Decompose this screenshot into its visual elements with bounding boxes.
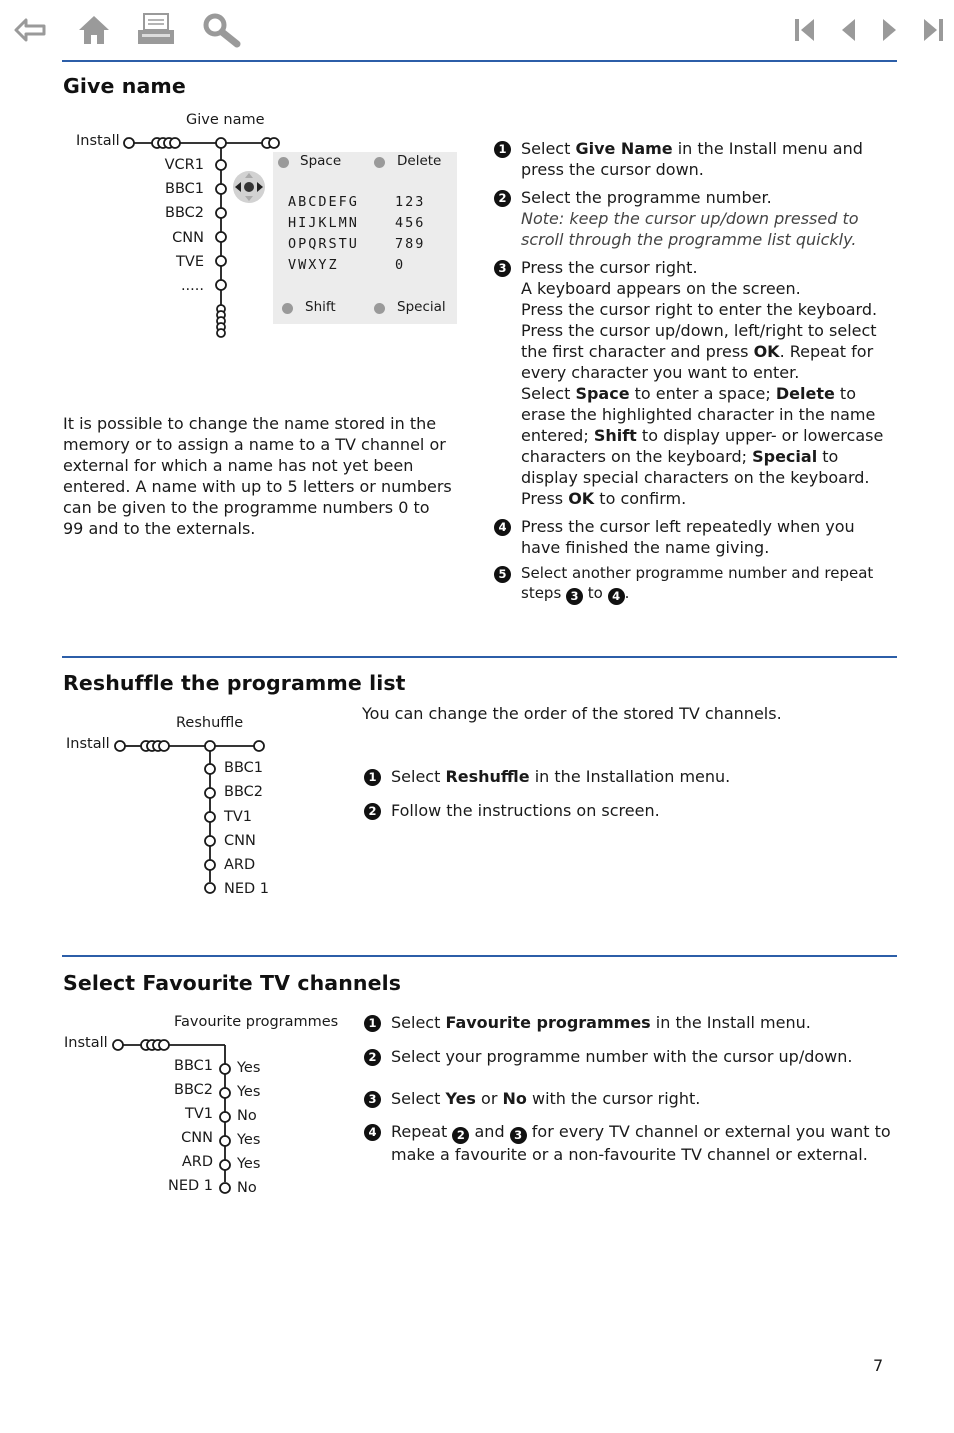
section-rule [62, 656, 897, 658]
step-text: Select [521, 384, 576, 403]
step [494, 516, 894, 558]
header-rule [62, 60, 897, 62]
favourites-title: Select Favourite TV channels [63, 971, 402, 995]
red-key-dot [278, 157, 289, 168]
step-keyword: Space [575, 384, 630, 403]
step-text: in the Installation menu. [529, 767, 731, 786]
step-keyword: OK [753, 342, 780, 361]
step-text: in the Install menu and press the cursor down. [521, 139, 863, 179]
step-text: or [475, 1089, 503, 1108]
channel-label: NED 1 [224, 881, 270, 897]
channel-label: ARD [224, 857, 256, 873]
keyboard-row [288, 257, 406, 273]
keyboard-row [288, 236, 426, 252]
channel-label: ..... [180, 278, 204, 294]
channel-label: TV1 [184, 1106, 213, 1122]
channel-label: BBC1 [165, 181, 204, 197]
step-text: to erase the highlighted character in the name entered; [521, 384, 876, 445]
install-label: Install [64, 1035, 108, 1051]
favourite-value: Yes [237, 1132, 261, 1148]
favourite-value: No [237, 1108, 257, 1124]
keyboard-shift-label: Shift [305, 299, 336, 315]
step-text: Select another programme number and repeat steps [521, 564, 874, 602]
step-text: and [469, 1122, 510, 1141]
step-reference: 3 [566, 588, 583, 605]
keyboard-row-numbers: 0 [395, 257, 406, 273]
step-text: Select [391, 767, 446, 786]
step-text: to display upper- or lowercase characters on the keyboard; [521, 426, 884, 466]
step-number: 2 [364, 1049, 381, 1066]
keyboard-row-numbers: 789 [395, 236, 426, 252]
step [364, 766, 894, 787]
channel-label: ARD [181, 1154, 213, 1170]
favourite-value: Yes [237, 1084, 261, 1100]
print-icon[interactable] [136, 10, 178, 54]
step-text: Select the programme number. [521, 188, 772, 207]
channel-label: BBC2 [174, 1082, 213, 1098]
step-keyword: Special [752, 447, 818, 466]
keyboard-row [288, 194, 426, 210]
channel-label: BBC2 [224, 784, 263, 800]
blue-key-dot [374, 303, 385, 314]
step-number: 1 [494, 141, 511, 158]
keyboard-row-letters: HIJKLMN [288, 215, 359, 231]
step-note: Note: keep the cursor up/down pressed to scroll through the programme list quickly. [521, 209, 859, 249]
favourites-steps [364, 1012, 894, 1166]
step-text: Press the cursor left repeatedly when you have finished the name giving. [521, 517, 855, 557]
step-reference: 3 [510, 1127, 527, 1144]
step-number: 5 [494, 566, 511, 583]
step [494, 138, 894, 180]
step-text: Press the cursor right to enter the keyboard. Press the cursor up/down, left/right to select the first character and press [521, 300, 878, 361]
step-text: A keyboard appears on the screen. [521, 279, 801, 298]
install-label: Install [76, 133, 120, 149]
step-keyword: OK [568, 489, 595, 508]
reshuffle-intro: You can change the order of the stored TV channels. [362, 704, 782, 723]
step-text: Select [521, 139, 576, 158]
give-name-title: Give name [63, 74, 186, 98]
channel-label: TV1 [224, 809, 253, 825]
give-name-intro: It is possible to change the name stored in the memory or to assign a name to a TV channel or external for which a name has not yet been entered. A name with up to 5 letters or numbers can be given to the programme numbers 0 to 99 and to the externals. [63, 414, 452, 538]
green-key-dot [374, 157, 385, 168]
step-keyword: Delete [775, 384, 835, 403]
step-reference: 4 [608, 588, 625, 605]
step-reference: 2 [452, 1127, 469, 1144]
keyboard-delete-label: Delete [397, 153, 442, 169]
step-number: 4 [494, 519, 511, 536]
keyboard-row-letters: ABCDEFG [288, 194, 359, 210]
step-text: to [583, 584, 608, 602]
step-keyword: Give Name [575, 139, 673, 158]
keyboard-space-label: Space [300, 153, 342, 169]
channel-label: BBC1 [224, 760, 263, 776]
reshuffle-title: Reshuffle the programme list [63, 671, 406, 695]
step [364, 1088, 894, 1109]
step-text: . [624, 584, 630, 602]
menu-label: Favourite programmes [174, 1014, 339, 1030]
step-number: 3 [494, 260, 511, 277]
on-screen-keyboard [273, 152, 457, 324]
keyboard-row-numbers: 456 [395, 215, 426, 231]
step [494, 563, 894, 605]
step-number: 3 [364, 1091, 381, 1108]
step [494, 187, 894, 250]
menu-label: Reshuffle [176, 715, 244, 731]
step-keyword: No [502, 1089, 527, 1108]
step-text: for every TV channel or external you want to make a favourite or a non-favourite TV channel or external. [391, 1122, 891, 1164]
keyboard-row-letters: VWXYZ [288, 257, 339, 273]
favourite-value: Yes [237, 1060, 261, 1076]
step-keyword: Favourite programmes [445, 1013, 651, 1032]
search-icon[interactable] [200, 10, 242, 54]
channel-label: TVE [176, 254, 204, 270]
step-text: Repeat [391, 1122, 453, 1141]
step-text: Select your programme number with the cursor up/down. [391, 1047, 853, 1066]
channel-label: VCR1 [164, 157, 204, 173]
page-number: 7 [873, 1356, 884, 1375]
reshuffle-menu-tree [100, 730, 280, 900]
step-text: to enter a space; [629, 384, 776, 403]
channel-label: BBC2 [165, 205, 204, 221]
step-number: 1 [364, 1015, 381, 1032]
cursor-key-icon [231, 169, 267, 205]
reshuffle-steps [364, 766, 894, 821]
keyboard-special-label: Special [397, 299, 446, 315]
back-arrow-icon[interactable] [12, 10, 48, 54]
give-name-steps [494, 138, 894, 605]
favourite-value: Yes [237, 1156, 261, 1172]
keyboard-row [288, 215, 426, 231]
keyboard-row-numbers: 123 [395, 194, 426, 210]
step [364, 800, 894, 821]
step [494, 257, 894, 509]
step-text: to confirm. [594, 489, 687, 508]
yellow-key-dot [282, 303, 293, 314]
home-icon[interactable] [76, 10, 112, 54]
step-text: Press the cursor right. [521, 258, 698, 277]
keyboard-row-letters: OPQRSTU [288, 236, 359, 252]
step-number: 2 [494, 190, 511, 207]
step-text: . Repeat for every character you want to enter. [521, 342, 874, 382]
menu-label: Give name [186, 112, 265, 128]
step-text: in the Install menu. [650, 1013, 811, 1032]
channel-label: CNN [224, 833, 256, 849]
step-keyword: Reshuffle [445, 767, 530, 786]
section-rule [62, 955, 897, 957]
step-keyword: Yes [445, 1089, 476, 1108]
last-page-icon[interactable] [920, 10, 946, 54]
step-number: 2 [364, 803, 381, 820]
step [364, 1046, 894, 1067]
channel-label: CNN [172, 230, 204, 246]
step-text: with the cursor right. [526, 1089, 701, 1108]
step-text: Follow the instructions on screen. [391, 801, 660, 820]
previous-page-icon[interactable] [838, 10, 860, 54]
install-label: Install [66, 736, 110, 752]
favourite-value: No [237, 1180, 257, 1196]
next-page-icon[interactable] [878, 10, 900, 54]
step-text: Select [391, 1013, 446, 1032]
step [364, 1121, 894, 1166]
step-text: to display special characters on the keyboard. Press [521, 447, 870, 508]
step-keyword: Shift [593, 426, 637, 445]
channel-label: BBC1 [174, 1058, 213, 1074]
step-number: 4 [364, 1124, 381, 1141]
first-page-icon[interactable] [792, 10, 818, 54]
step-text: Select [391, 1089, 446, 1108]
channel-label: NED 1 [167, 1178, 213, 1194]
step [364, 1012, 894, 1033]
step-number: 1 [364, 769, 381, 786]
channel-label: CNN [181, 1130, 213, 1146]
